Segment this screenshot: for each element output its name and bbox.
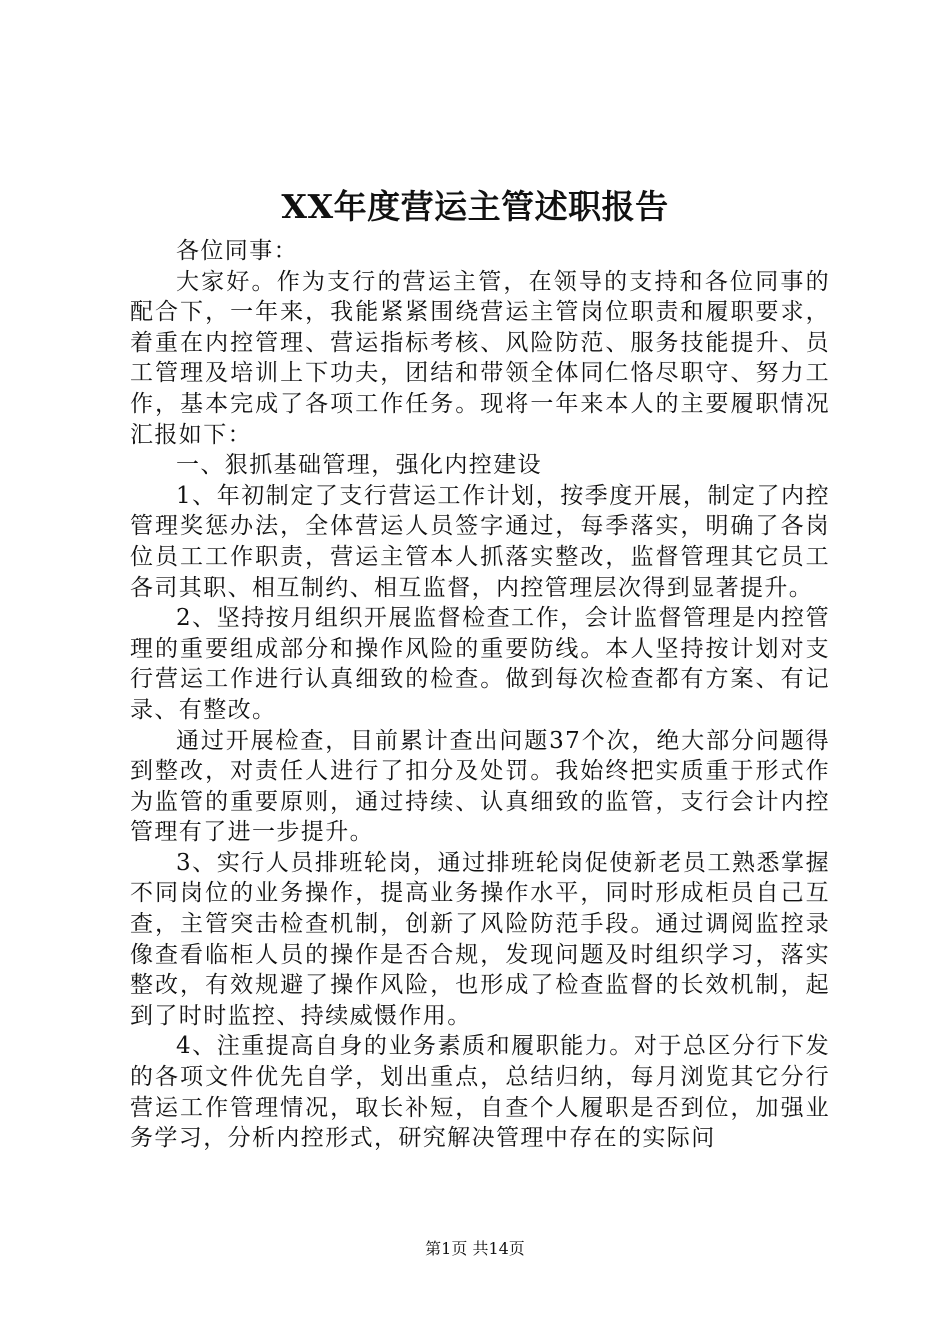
body-paragraph: 通过开展检查，目前累计查出问题37个次，绝大部分问题得到整改，对责任人进行了扣分及处罚。我始终把实质重于形式作为监管的重要原则，通过持续、认真细致的监管，支行会计内控管理有了进一步提升。 [130, 727, 830, 846]
salutation: 各位同事： [176, 238, 298, 264]
body-paragraph: 2、坚持按月组织开展监督检查工作，会计监督管理是内控管理的重要组成部分和操作风险的重要防线。本人坚持按计划对支行营运工作进行认真细致的检查。做到每次检查都有方案、有记录、有整改。 [130, 605, 830, 723]
body-paragraph: 1、年初制定了支行营运工作计划，按季度开展，制定了内控管理奖惩办法，全体营运人员签字通过，每季落实，明确了各岗位员工工作职责，营运主管本人抓落实整改，监督管理其它员工各司其职、相互制约、相互监督，内控管理层次得到显著提升。 [130, 482, 830, 601]
document-title: XX年度营运主管述职报告 [281, 187, 669, 226]
page-footer: 第1页 共14页 [425, 1239, 525, 1258]
body-paragraph: 4、注重提高自身的业务素质和履职能力。对于总区分行下发的各项文件优先自学，划出重点，总结归纳，每月浏览其它分行营运工作管理情况，取长补短，自查个人履职是否到位，加强业务学习，分析内控形式，研究解决管理中存在的实际问 [130, 1033, 830, 1152]
body-paragraph: 3、实行人员排班轮岗，通过排班轮岗促使新老员工熟悉掌握不同岗位的业务操作，提高业务操作水平，同时形成柜员自己互查，主管突击检查机制，创新了风险防范手段。通过调阅监控录像查看临柜人员的操作是否合规，发现问题及时组织学习，落实整改，有效规避了操作风险，也形成了检查监督的长效机制，起到了时时监控、持续威慑作用。 [130, 849, 830, 1029]
section-heading: 一、狠抓基础管理，强化内控建设 [176, 452, 542, 479]
body-paragraph: 大家好。作为支行的营运主管，在领导的支持和各位同事的配合下，一年来，我能紧紧围绕营运主管岗位职责和履职要求，着重在内控管理、营运指标考核、风险防范、服务技能提升、员工管理及培训上下功夫，团结和带领全体同仁恪尽职守、努力工作，基本完成了各项工作任务。现将一年来本人的主要履职情况汇报如下： [130, 268, 830, 448]
document-body [130, 236, 830, 1154]
